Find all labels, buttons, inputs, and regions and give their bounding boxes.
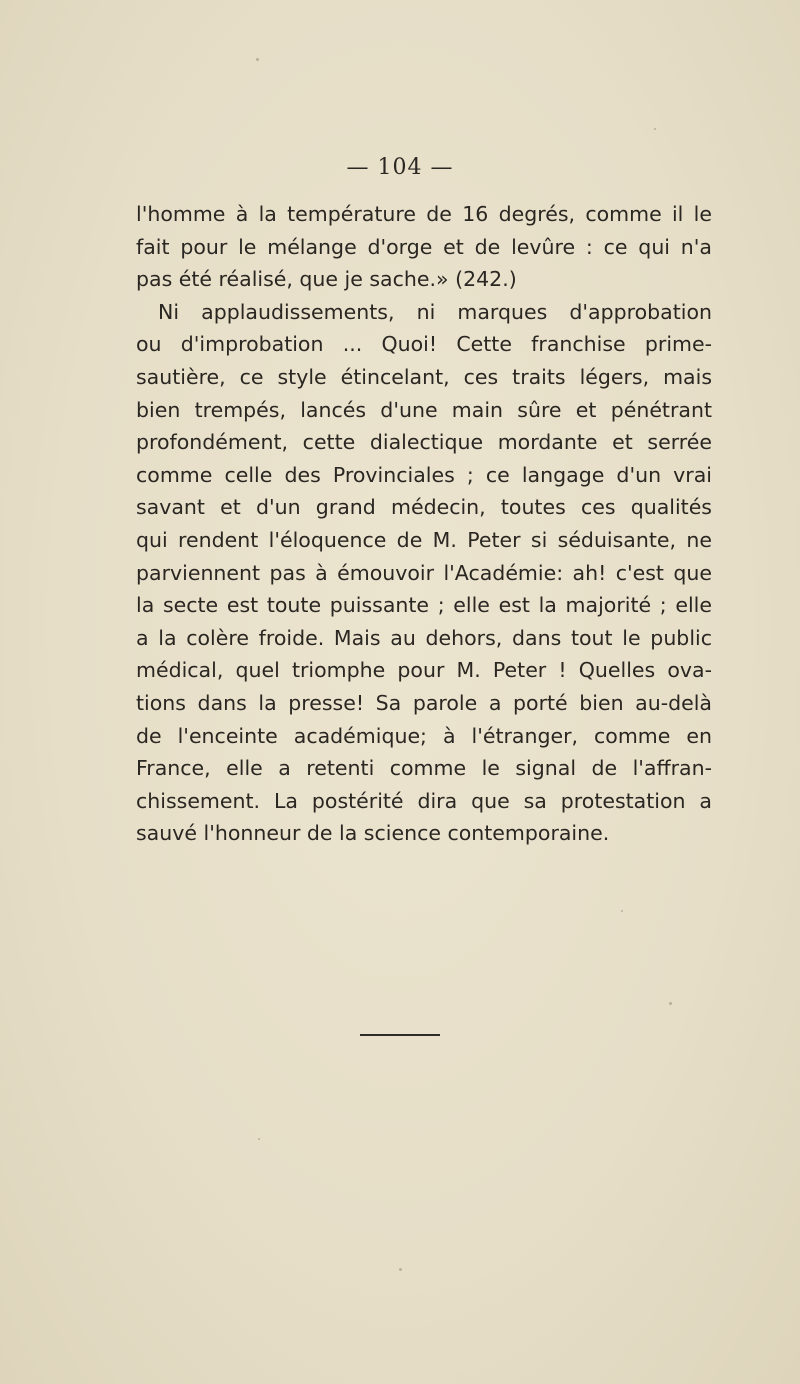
page-number: — 104 — (346, 155, 454, 180)
text-line: a la colère froide. Mais au dehors, dans tout le public (136, 625, 712, 650)
text-line: sautière, ce style étincelant, ces traits légers, mais (136, 364, 712, 389)
paper-speck (669, 1002, 672, 1005)
paper-speck (256, 58, 259, 61)
text-line: Ni applaudissements, ni marques d'approbation (158, 299, 712, 324)
text-line: chissement. La postérité dira que sa protestation a (136, 788, 712, 813)
text-line: la secte est toute puissante ; elle est la majorité ; elle (136, 593, 712, 618)
text-line: ou d'improbation ... Quoi! Cette franchise prime- (136, 332, 712, 357)
body-text (136, 198, 712, 850)
text-line: sauvé l'honneur de la science contemporaine. (136, 821, 610, 846)
text-line: savant et d'un grand médecin, toutes ces qualités (136, 495, 712, 520)
paper-speck (258, 1138, 260, 1140)
text-line: comme celle des Provinciales ; ce langage d'un vrai (136, 462, 712, 487)
paper-speck (621, 910, 623, 912)
text-line: bien trempés, lancés d'une main sûre et pénétrant (136, 397, 712, 422)
text-line: France, elle a retenti comme le signal de l'affran- (136, 756, 712, 781)
text-line: pas été réalisé, que je sache.» (242.) (136, 267, 517, 292)
paper-speck (399, 1268, 402, 1271)
text-line: fait pour le mélange d'orge et de levûre : ce qui n'a (136, 234, 712, 259)
text-line: qui rendent l'éloquence de M. Peter si séduisante, ne (136, 527, 712, 552)
section-divider (360, 1034, 440, 1036)
text-line: parviennent pas à émouvoir l'Académie: ah! c'est que (136, 560, 712, 585)
text-line: profondément, cette dialectique mordante et serrée (136, 430, 712, 455)
text-line: de l'enceinte académique; à l'étranger, comme en (136, 723, 712, 748)
text-line: médical, quel triomphe pour M. Peter ! Quelles ova- (136, 658, 712, 683)
paper-speck (654, 128, 656, 130)
text-line: l'homme à la température de 16 degrés, comme il le (136, 202, 712, 226)
text-line: tions dans la presse! Sa parole a porté bien au-delà (136, 690, 712, 715)
